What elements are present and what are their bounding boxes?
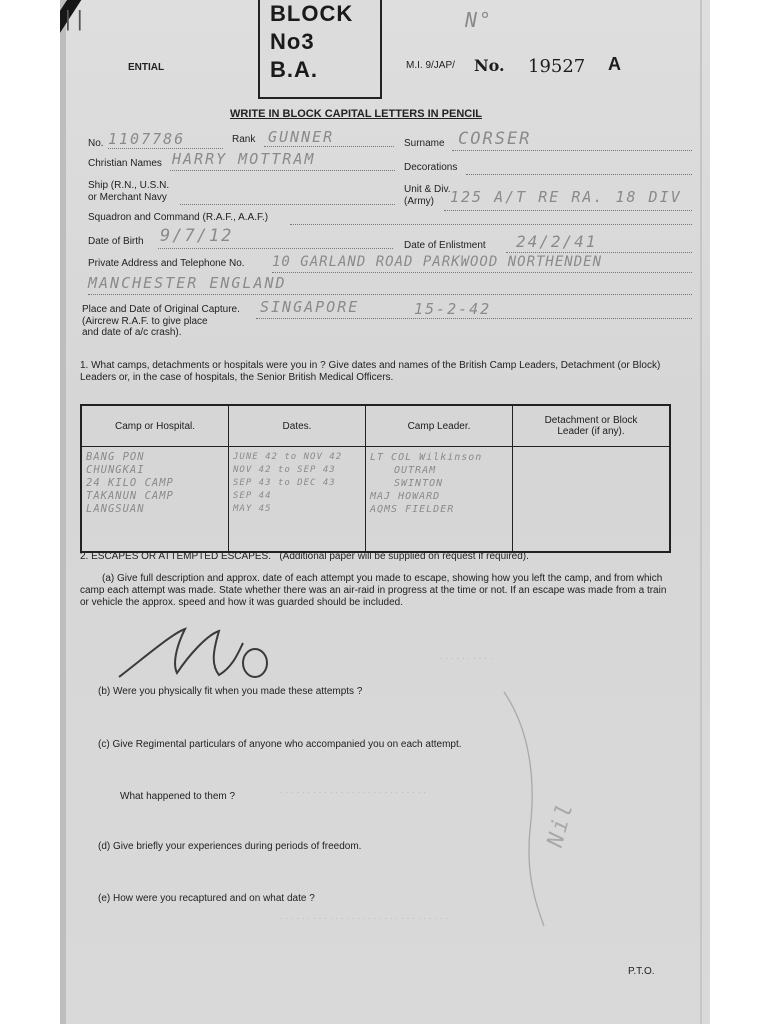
leader-entry: MAJ HOWARD [370, 491, 441, 502]
capture-label-3: and date of a/c crash). [82, 327, 182, 338]
christian-names-value: HARRY MOTTRAM [172, 150, 316, 168]
q2b-text: (b) Were you physically fit when you made these attempts ? [98, 686, 363, 697]
capture-label-1: Place and Date of Original Capture. [82, 304, 240, 315]
decorations-label: Decorations [404, 162, 458, 173]
camp-entry: CHUNGKAI [86, 464, 145, 476]
camps-table [80, 404, 671, 553]
unit-label-1: Unit & Div. [404, 184, 451, 195]
q2-heading: 2. ESCAPES OR ATTEMPTED ESCAPES. (Additional paper will be supplied on request if required). [80, 551, 529, 562]
serial-suffix: A [608, 54, 621, 74]
enlistment-value: 24/2/41 [516, 232, 598, 251]
block-stamp-line2: No3 [270, 29, 315, 54]
serial-number: 19527 [528, 56, 586, 77]
form-sheet [60, 0, 710, 1024]
serial-no-label: No. [474, 56, 505, 75]
camp-entry: TAKANUN CAMP [86, 490, 174, 502]
q2d-text: (d) Give briefly your experiences during periods of freedom. [98, 841, 362, 852]
enlistment-label: Date of Enlistment [404, 240, 486, 251]
leader-entry: AQMS FIELDER [370, 504, 455, 515]
address-line-1: 10 GARLAND ROAD PARKWOOD NORTHENDEN [272, 254, 603, 270]
rank-label: Rank [232, 134, 256, 145]
col-detachment-header: Detachment or Block Leader (if any). [513, 405, 671, 447]
leaders-cell [366, 447, 513, 553]
surname-label: Surname [404, 138, 445, 149]
dob-value: 9/7/12 [160, 226, 234, 246]
date-entry: NOV 42 to SEP 43 [233, 465, 336, 475]
capture-date: 15-2-42 [414, 300, 492, 318]
ship-label-1: Ship (R.N., U.S.N. [88, 180, 170, 191]
block-stamp-line3: B.A. [270, 57, 318, 82]
sheet-binding-edge [60, 0, 66, 1024]
answer-no-scrawl [115, 615, 275, 695]
block-stamp-line1: BLOCK [270, 1, 354, 26]
camps-cell [81, 447, 229, 553]
margin-mark: Nil [542, 799, 579, 850]
squadron-label: Squadron and Command (R.A.F., A.A.F.) [88, 212, 269, 223]
q1-text: 1. What camps, detachments or hospitals were you in ? Give dates and names of the British Camp Leaders, Detachment (or Block) Leaders or, in the case of hospitals, the Senior British Medical Officers. [80, 360, 661, 383]
q2c-text: (c) Give Regimental particulars of anyone who accompanied you on each attempt. [98, 739, 462, 750]
surname-value: CORSER [458, 129, 532, 149]
bleed-through-text: · · · · · · · · · · · · · · · · · · · · · · · · · · · · · · · [280, 914, 448, 924]
q2a-text: (a) Give full description and approx. date of each attempt you made to escape, showing how you left the camp, and from which camp each attempt was made. State whether there was an air-raid in progress at the time or not. If an escape was made from a train or vehicle the approx. speed and how it was guarded should be included. [80, 573, 667, 608]
unit-value: 125 A/T RE RA. 18 DIV [450, 188, 682, 206]
classification-label: ENTIAL [128, 62, 165, 73]
answer-no [115, 615, 275, 695]
leader-entry: OUTRAM [394, 465, 437, 476]
detachment-cell [513, 447, 671, 553]
ship-label-2: or Merchant Navy [88, 192, 167, 203]
q2c2-text: What happened to them ? [120, 791, 236, 802]
form-ref: M.I. 9/JAP/ [406, 60, 455, 71]
christian-names-label: Christian Names [88, 158, 162, 169]
col-leader-header: Camp Leader. [366, 405, 513, 447]
camp-entry: 24 KILO CAMP [86, 477, 174, 489]
pto-label: P.T.O. [628, 966, 655, 977]
date-entry: MAY 45 [233, 504, 272, 514]
dob-label: Date of Birth [88, 236, 144, 247]
corner-mark: | | [65, 6, 83, 31]
rank-value: GUNNER [268, 128, 335, 146]
bleed-through-text: · · · · · · · · · · [440, 654, 493, 664]
q2e-text: (e) How were you recaptured and on what date ? [98, 893, 315, 904]
camp-entry: BANG PON [86, 451, 145, 463]
date-entry: SEP 43 to DEC 43 [233, 478, 336, 488]
col-camp-header: Camp or Hospital. [81, 405, 229, 447]
camp-entry: LANGSUAN [86, 503, 145, 515]
sheet-crease [700, 0, 702, 1024]
dates-cell [229, 447, 366, 553]
bleed-through-text: · · · · · · · · · · · · · · · · · · · · · · · · · · · [280, 788, 426, 798]
capture-place: SINGAPORE [260, 298, 360, 316]
number-label: No. [88, 138, 104, 149]
block-stamp [258, 0, 382, 99]
leader-entry: LT COL Wilkinson [370, 452, 483, 463]
date-entry: JUNE 42 to NOV 42 [233, 452, 343, 462]
col-dates-header: Dates. [229, 405, 366, 447]
answer-no-text [115, 615, 116, 616]
address-label: Private Address and Telephone No. [88, 258, 245, 269]
handwritten-mark: N° [465, 8, 494, 32]
number-value: 1107786 [108, 130, 186, 148]
instruction-heading: WRITE IN BLOCK CAPITAL LETTERS IN PENCIL [230, 108, 482, 120]
address-line-2: MANCHESTER ENGLAND [88, 274, 287, 292]
leader-entry: SWINTON [394, 478, 444, 489]
date-entry: SEP 44 [233, 491, 272, 501]
margin-stroke [500, 690, 560, 930]
capture-label-2: (Aircrew R.A.F. to give place [82, 316, 208, 327]
unit-label-2: (Army) [404, 196, 434, 207]
